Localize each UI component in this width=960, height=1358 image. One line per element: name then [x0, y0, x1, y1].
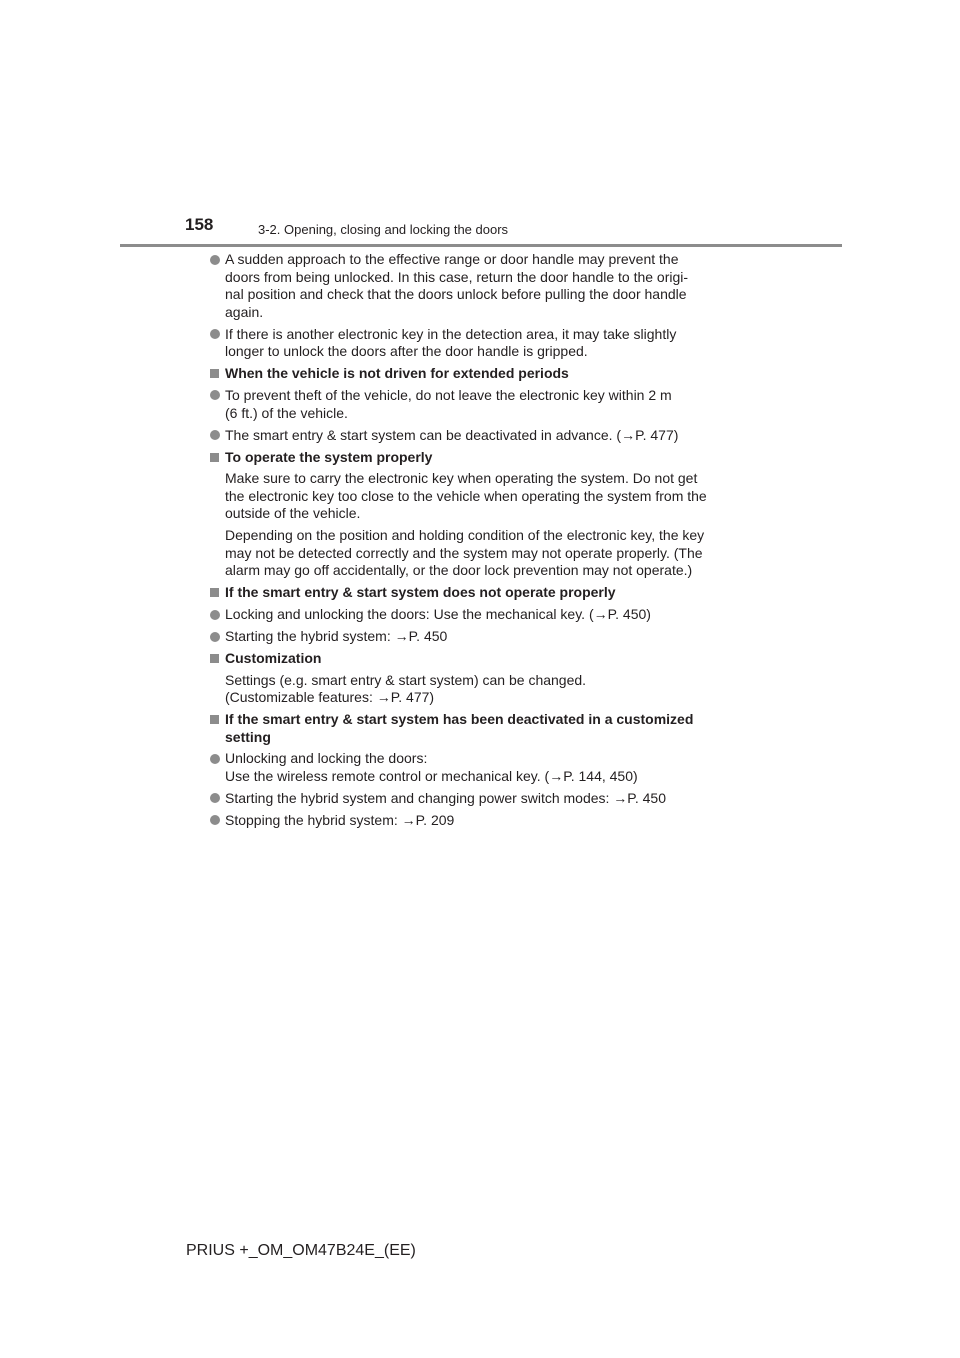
bullet-dot-icon	[210, 632, 220, 642]
section-title: 3-2. Opening, closing and locking the doors	[258, 222, 509, 237]
section-heading-extended-periods	[209, 365, 749, 383]
text-line: If there is another electronic key in the detection area, it may take slightly	[225, 325, 677, 342]
bullet-dot-icon	[210, 390, 220, 400]
text-line: longer to unlock the doors after the door handle is gripped.	[225, 343, 588, 360]
bullet-item	[209, 750, 749, 785]
text-line: nal position and check that the doors unlock before pulling the door handle	[225, 286, 687, 303]
text-line: Stopping the hybrid system: →P. 209	[225, 811, 455, 828]
heading-text: To operate the system properly	[225, 448, 433, 465]
paragraph	[209, 672, 749, 707]
paragraph	[209, 527, 749, 580]
text-line: Unlocking and locking the doors:	[225, 750, 428, 767]
bullet-dot-icon	[210, 255, 220, 265]
square-bullet-icon	[210, 654, 219, 663]
square-bullet-icon	[210, 715, 219, 724]
square-bullet-icon	[210, 369, 219, 378]
bullet-dot-icon	[210, 610, 220, 620]
text-line: Locking and unlocking the doors: Use the mechanical key. (→P. 450)	[225, 606, 651, 623]
text-line: doors from being unlocked. In this case, return the door handle to the origi-	[225, 268, 689, 285]
bullet-dot-icon	[210, 754, 220, 764]
paragraph	[209, 470, 749, 523]
section-heading-operate-properly	[209, 449, 749, 467]
text-line: Starting the hybrid system: →P. 450	[225, 628, 448, 645]
text-line: (Customizable features: →P. 477)	[225, 689, 435, 706]
bullet-item	[209, 790, 749, 808]
text-line: outside of the vehicle.	[225, 505, 361, 522]
header-rule	[120, 244, 842, 247]
bullet-item	[209, 812, 749, 830]
text-line: A sudden approach to the effective range or door handle may prevent the	[225, 251, 679, 267]
text-line: Starting the hybrid system and changing power switch modes: →P. 450	[225, 789, 666, 806]
bullet-item	[209, 606, 749, 624]
heading-text: When the vehicle is not driven for extended periods	[225, 365, 569, 382]
text-line: (6 ft.) of the vehicle.	[225, 404, 348, 421]
bullet-item	[209, 628, 749, 646]
bullet-item	[209, 251, 749, 321]
section-heading-not-operate	[209, 584, 749, 602]
heading-text: setting	[225, 728, 271, 745]
section-heading-deactivated	[209, 711, 749, 746]
page-header	[0, 0, 960, 250]
bullet-item	[209, 326, 749, 361]
bullet-item	[209, 427, 749, 445]
bullet-dot-icon	[210, 329, 220, 339]
square-bullet-icon	[210, 453, 219, 462]
bullet-dot-icon	[210, 793, 220, 803]
text-line: may not be detected correctly and the system may not operate properly. (The	[225, 544, 703, 561]
square-bullet-icon	[210, 588, 219, 597]
heading-text: If the smart entry & start system has been deactivated in a customized	[225, 711, 694, 728]
page-content	[209, 251, 749, 834]
heading-text: Customization	[225, 650, 322, 666]
text-line: the electronic key too close to the vehicle when operating the system from the	[225, 487, 707, 504]
page-number: 158	[185, 215, 214, 234]
bullet-item	[209, 387, 749, 422]
text-line: again.	[225, 303, 264, 320]
section-heading-customization	[209, 650, 749, 668]
text-line: The smart entry & start system can be deactivated in advance. (→P. 477)	[225, 426, 679, 443]
text-line: Depending on the position and holding condition of the electronic key, the key	[225, 527, 705, 544]
bullet-dot-icon	[210, 815, 220, 825]
bullet-dot-icon	[210, 430, 220, 440]
text-line: To prevent theft of the vehicle, do not leave the electronic key within 2 m	[225, 386, 672, 403]
text-line: Use the wireless remote control or mechanical key. (→P. 144, 450)	[225, 767, 638, 784]
text-line: Make sure to carry the electronic key when operating the system. Do not get	[225, 470, 698, 487]
text-line: alarm may go off accidentally, or the door lock prevention may not operate.)	[225, 562, 693, 579]
text-line: Settings (e.g. smart entry & start system) can be changed.	[225, 671, 587, 688]
heading-text: If the smart entry & start system does not operate properly	[225, 584, 616, 601]
footer-doc-code: PRIUS +_OM_OM47B24E_(EE)	[186, 1242, 416, 1259]
